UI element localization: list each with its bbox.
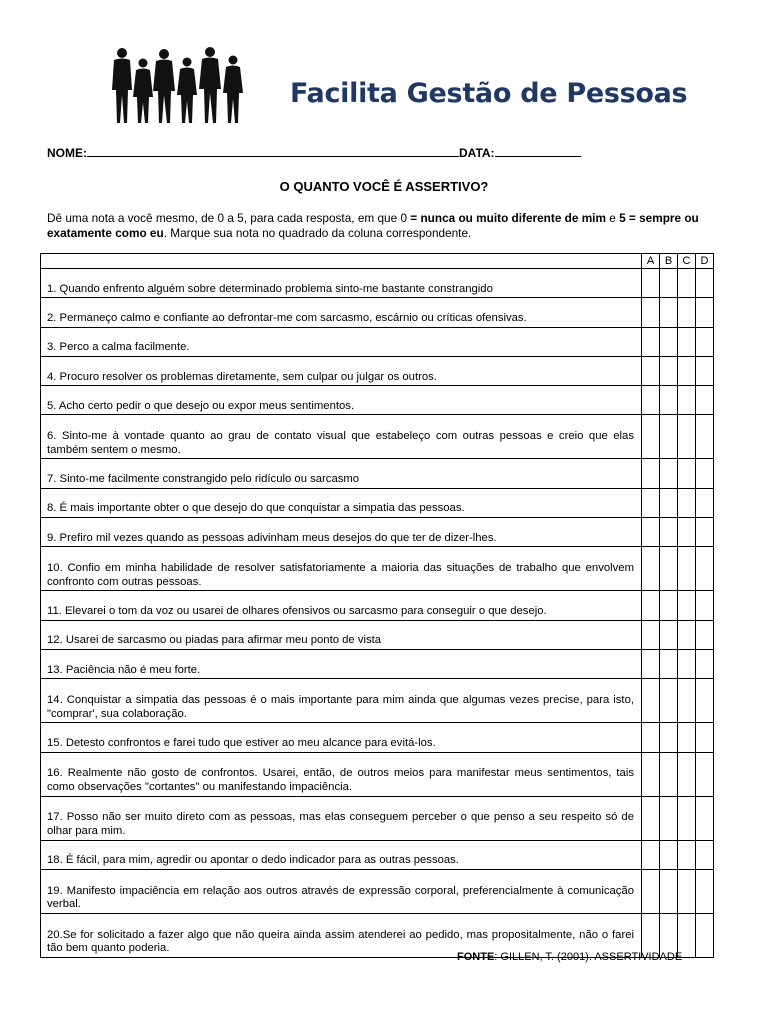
question-text: 19. Manifesto impaciência em relação aos outros através de expressão corporal, preferencialmente à comunicação verbal. [41, 869, 642, 913]
instructions [47, 211, 707, 240]
question-text: 18. É fácil, para mim, agredir ou apontar o dedo indicador para as outras pessoas. [41, 840, 642, 869]
question-text: 4. Procuro resolver os problemas diretamente, sem culpar ou julgar os outros. [41, 356, 642, 385]
answer-box-b[interactable] [660, 518, 678, 547]
answer-box-a[interactable] [642, 459, 660, 488]
table-row [41, 386, 714, 415]
name-field[interactable] [87, 146, 459, 157]
form-fields [47, 146, 581, 160]
answer-box-b[interactable] [660, 723, 678, 752]
answer-box-a[interactable] [642, 869, 660, 913]
table-row [41, 840, 714, 869]
instructions-part3: . Marque sua nota no quadrado da coluna correspondente. [163, 225, 472, 240]
answer-box-b[interactable] [660, 649, 678, 678]
answer-box-b[interactable] [660, 591, 678, 620]
answer-box-c[interactable] [678, 752, 696, 796]
answer-box-b[interactable] [660, 415, 678, 459]
answer-box-a[interactable] [642, 356, 660, 385]
answer-box-c[interactable] [678, 547, 696, 591]
table-row [41, 518, 714, 547]
instructions-bold1: = nunca ou muito diferente de mim [410, 211, 606, 225]
table-row [41, 269, 714, 298]
answer-box-b[interactable] [660, 547, 678, 591]
question-text: 12. Usarei de sarcasmo ou piadas para afirmar meu ponto de vista [41, 620, 642, 649]
answer-box-a[interactable] [642, 723, 660, 752]
answer-box-c[interactable] [678, 679, 696, 723]
answer-box-a[interactable] [642, 415, 660, 459]
table-row [41, 620, 714, 649]
answer-box-c[interactable] [678, 356, 696, 385]
table-row [41, 298, 714, 327]
answer-box-d[interactable] [696, 386, 714, 415]
question-text: 13. Paciência não é meu forte. [41, 649, 642, 678]
answer-box-a[interactable] [642, 327, 660, 356]
answer-box-d[interactable] [696, 840, 714, 869]
table-row [41, 356, 714, 385]
answer-box-b[interactable] [660, 620, 678, 649]
question-text: 16. Realmente não gosto de confrontos. Usarei, então, de outros meios para manifestar meus sentimentos, tais como observações "cortantes" ou manifestando impaciência. [41, 752, 642, 796]
answer-box-b[interactable] [660, 869, 678, 913]
answer-box-a[interactable] [642, 488, 660, 517]
answer-box-d[interactable] [696, 547, 714, 591]
question-text: 11. Elevarei o tom da voz ou usarei de olhares ofensivos ou sarcasmo para conseguir o que desejo. [41, 591, 642, 620]
answer-box-d[interactable] [696, 679, 714, 723]
answer-box-b[interactable] [660, 679, 678, 723]
answer-box-b[interactable] [660, 459, 678, 488]
table-row [41, 649, 714, 678]
answer-box-c[interactable] [678, 840, 696, 869]
answer-box-a[interactable] [642, 591, 660, 620]
column-header-c: C [678, 254, 696, 269]
question-text: 9. Prefiro mil vezes quando as pessoas adivinham meus desejos do que ter de dizer-lhes. [41, 518, 642, 547]
answer-box-d[interactable] [696, 488, 714, 517]
answer-box-a[interactable] [642, 518, 660, 547]
answer-box-d[interactable] [696, 869, 714, 913]
answer-box-c[interactable] [678, 723, 696, 752]
question-text: 3. Perco a calma facilmente. [41, 327, 642, 356]
table-header-row [41, 254, 714, 269]
answer-box-d[interactable] [696, 752, 714, 796]
table-row [41, 752, 714, 796]
column-header-a: A [642, 254, 660, 269]
answer-box-c[interactable] [678, 298, 696, 327]
table-row [41, 459, 714, 488]
answer-box-a[interactable] [642, 796, 660, 840]
questionnaire-table [40, 253, 714, 958]
name-label: NOME: [47, 146, 87, 160]
answer-box-d[interactable] [696, 796, 714, 840]
table-row [41, 415, 714, 459]
answer-box-d[interactable] [696, 269, 714, 298]
answer-box-b[interactable] [660, 796, 678, 840]
answer-box-d[interactable] [696, 723, 714, 752]
answer-box-d[interactable] [696, 913, 714, 957]
question-text: 6. Sinto-me à vontade quanto ao grau de contato visual que estabeleço com outras pessoas e creio que elas também sentem o mesmo. [41, 415, 642, 459]
date-label: DATA: [459, 146, 495, 160]
column-header-d: D [696, 254, 714, 269]
answer-box-a[interactable] [642, 547, 660, 591]
question-text: 5. Acho certo pedir o que desejo ou expor meus sentimentos. [41, 386, 642, 415]
answer-box-c[interactable] [678, 327, 696, 356]
instructions-part2: e [605, 211, 620, 225]
column-header-b: B [660, 254, 678, 269]
table-row [41, 796, 714, 840]
page-title: O QUANTO VOCÊ É ASSERTIVO? [279, 179, 489, 194]
table-row [41, 327, 714, 356]
answer-box-b[interactable] [660, 488, 678, 517]
answer-box-a[interactable] [642, 679, 660, 723]
answer-box-d[interactable] [696, 459, 714, 488]
answer-box-c[interactable] [678, 415, 696, 459]
question-text: 2. Permaneço calmo e confiante ao defrontar-me com sarcasmo, escárnio ou críticas ofensivas. [41, 298, 642, 327]
answer-box-c[interactable] [678, 488, 696, 517]
date-field[interactable] [495, 146, 581, 157]
answer-box-b[interactable] [660, 752, 678, 796]
source-text: : GILLEN, T. (2001). ASSERTIVIDADE [494, 951, 683, 963]
answer-box-a[interactable] [642, 386, 660, 415]
question-text: 20.Se for solicitado a fazer algo que não queira ainda assim atenderei ao pedido, mas propositalmente, não o farei tão bem quanto poderia. [41, 913, 642, 957]
brand-title: Facilita Gestão de Pessoas [290, 78, 688, 109]
answer-box-b[interactable] [660, 840, 678, 869]
table-row [41, 547, 714, 591]
answer-box-a[interactable] [642, 620, 660, 649]
answer-box-b[interactable] [660, 356, 678, 385]
answer-box-b[interactable] [660, 386, 678, 415]
answer-box-d[interactable] [696, 298, 714, 327]
instructions-part1: Dê uma nota a você mesmo, de 0 a 5, para cada resposta, em que 0 [47, 211, 411, 225]
answer-box-c[interactable] [678, 518, 696, 547]
answer-box-c[interactable] [678, 269, 696, 298]
answer-box-b[interactable] [660, 269, 678, 298]
table-row [41, 679, 714, 723]
question-text: 1. Quando enfrento alguém sobre determinado problema sinto-me bastante constrangido [41, 269, 642, 298]
question-text: 15. Detesto confrontos e farei tudo que estiver ao meu alcance para evitá-los. [41, 723, 642, 752]
table-row [41, 723, 714, 752]
question-text: 17. Posso não ser muito direto com as pessoas, mas elas conseguem perceber o que penso a seu respeito só de olhar para mim. [41, 796, 642, 840]
question-text: 14. Conquistar a simpatia das pessoas é o mais importante para mim ainda que algumas vezes precise, para isto, "comprar', sua colaboração. [41, 679, 642, 723]
answer-box-b[interactable] [660, 298, 678, 327]
answer-box-a[interactable] [642, 269, 660, 298]
header-blank-cell [41, 254, 642, 269]
answer-box-d[interactable] [696, 356, 714, 385]
answer-box-a[interactable] [642, 840, 660, 869]
answer-box-a[interactable] [642, 298, 660, 327]
answer-box-c[interactable] [678, 869, 696, 913]
table-row [41, 591, 714, 620]
answer-box-a[interactable] [642, 752, 660, 796]
answer-box-d[interactable] [696, 591, 714, 620]
people-silhouettes-icon [105, 45, 250, 125]
source-citation [457, 951, 682, 963]
answer-box-d[interactable] [696, 327, 714, 356]
answer-box-b[interactable] [660, 327, 678, 356]
table-row [41, 488, 714, 517]
question-text: 8. É mais importante obter o que desejo do que conquistar a simpatia das pessoas. [41, 488, 642, 517]
answer-box-c[interactable] [678, 796, 696, 840]
answer-box-d[interactable] [696, 620, 714, 649]
answer-box-d[interactable] [696, 518, 714, 547]
question-text: 10. Confio em minha habilidade de resolver satisfatoriamente a maioria das situações de trabalho que envolvem confronto com outras pessoas. [41, 547, 642, 591]
header [0, 0, 768, 140]
answer-box-c[interactable] [678, 591, 696, 620]
source-label: FONTE [457, 951, 495, 963]
table-row [41, 869, 714, 913]
answer-box-c[interactable] [678, 620, 696, 649]
instructions-bold2: 5 = sempre ou exatamente como eu [47, 211, 699, 240]
question-text: 7. Sinto-me facilmente constrangido pelo ridículo ou sarcasmo [41, 459, 642, 488]
questionnaire-body [41, 254, 714, 958]
answer-box-a[interactable] [642, 649, 660, 678]
answer-box-c[interactable] [678, 459, 696, 488]
answer-box-d[interactable] [696, 415, 714, 459]
answer-box-d[interactable] [696, 649, 714, 678]
answer-box-c[interactable] [678, 649, 696, 678]
answer-box-c[interactable] [678, 386, 696, 415]
